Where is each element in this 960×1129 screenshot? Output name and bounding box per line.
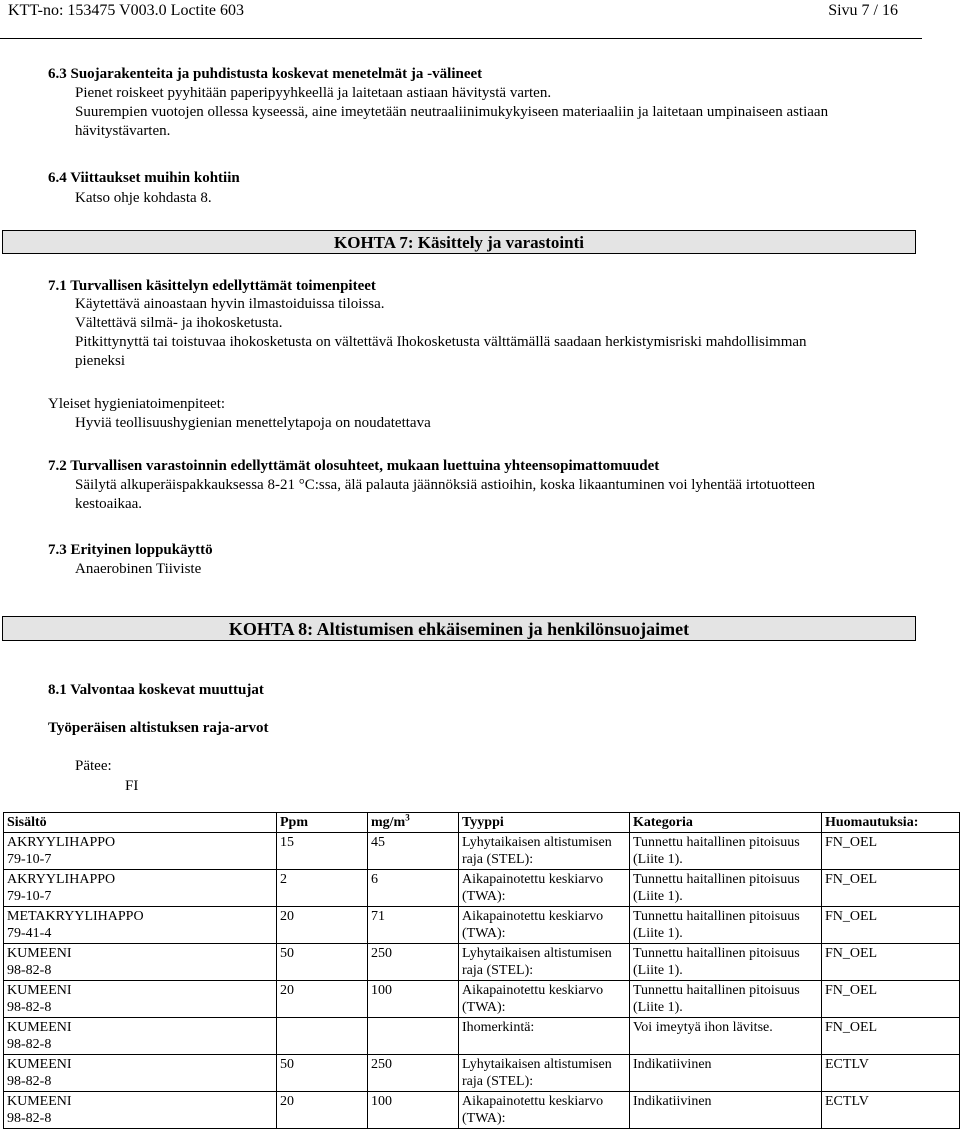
category-cell [630,870,822,907]
category-cell-line: Tunnettu haitallinen pitoisuus [633,909,800,924]
section-6-4-title: 6.4 Viittaukset muihin kohtiin [48,170,240,186]
type-cell-line: Lyhytaikaisen altistumisen [462,946,612,961]
type-cell [459,981,630,1018]
col-header-ppm: Ppm [277,813,368,833]
table-header-row [4,813,960,833]
remark-cell [822,870,960,907]
type-cell-line: Aikapainotettu keskiarvo [462,909,604,924]
ppm-cell-line: 50 [280,946,294,961]
section-8-heading [2,616,916,641]
col-header-mg [368,813,459,833]
hygiene-label: Yleiset hygieniatoimenpiteet: [48,396,226,412]
category-cell-line [633,1036,818,1053]
section-7-3-title: 7.3 Erityinen loppukäyttö [48,542,213,558]
section-7-1-line: Käytettävä ainoastaan hyvin ilmastoiduissa tiloissa. [75,296,385,312]
col-header-category: Kategoria [630,813,822,833]
remark-cell [822,981,960,1018]
category-cell-line [633,1073,818,1090]
oel-subtitle: Työperäisen altistuksen raja-arvot [48,720,269,736]
type-cell-line: Aikapainotettu keskiarvo [462,872,604,887]
col-header-type: Tyyppi [459,813,630,833]
section-6-3-line: Suurempien vuotojen ollessa kyseessä, aine imeytetään neutraaliinimukykyiseen materiaaliin ja laitetaan umpinaiseen astiaan [75,104,829,120]
ppm-cell-line: 20 [280,983,294,998]
section-8-title: KOHTA 8: Altistumisen ehkäiseminen ja henkilönsuojaimet [228,619,690,639]
type-cell-line: (TWA): [462,926,506,941]
type-cell-line: Lyhytaikaisen altistumisen [462,1057,612,1072]
substance-cell [4,944,277,981]
mg-cell-line: 45 [371,835,385,850]
section-7-1-line: Vältettävä silmä- ja ihokosketusta. [75,315,283,331]
mg-cell-line: 6 [371,872,378,887]
ppm-cell [277,1055,368,1092]
category-cell-line: (Liite 1). [633,926,683,941]
substance-cell-line: 98-82-8 [7,1000,52,1015]
substance-cell-line: AKRYYLIHAPPO [7,872,116,887]
table-row [4,1018,960,1055]
category-cell-line: Indikatiivinen [633,1057,712,1072]
remark-cell [822,833,960,870]
type-cell-line: (TWA): [462,1111,506,1126]
category-cell-line [633,1110,818,1127]
mg-cell-line: 250 [371,1057,392,1072]
category-cell-line: Tunnettu haitallinen pitoisuus [633,872,800,887]
substance-cell [4,981,277,1018]
ppm-cell [277,833,368,870]
type-cell [459,907,630,944]
page-number: Sivu 7 / 16 [828,2,898,19]
ppm-cell-line [280,1019,364,1036]
col-header-remarks: Huomautuksia: [822,813,960,833]
substance-cell-line: 98-82-8 [7,963,52,978]
mg-cell-line: 100 [371,1094,392,1109]
substance-cell-line: KUMEENI [7,1020,72,1035]
category-cell-line: Tunnettu haitallinen pitoisuus [633,835,800,850]
substance-cell-line: 98-82-8 [7,1074,52,1089]
table-row [4,981,960,1018]
type-cell-line: (TWA): [462,1000,506,1015]
substance-cell-line: 98-82-8 [7,1037,52,1052]
mg-cell [368,907,459,944]
type-cell [459,833,630,870]
remark-cell-line: FN_OEL [825,872,878,887]
substance-cell-line: KUMEENI [7,946,72,961]
substance-cell-line: 79-41-4 [7,926,52,941]
substance-cell-line: KUMEENI [7,1057,72,1072]
table-row [4,870,960,907]
substance-cell-line: 98-82-8 [7,1111,52,1126]
type-cell-line: Ihomerkintä: [462,1020,535,1035]
ppm-cell [277,944,368,981]
header-divider [0,38,922,39]
section-7-2-line: Säilytä alkuperäispakkauksessa 8-21 °C:ssa, älä palauta jäännöksiä astioihin, koska likaantuminen voi lyhentää irtotuotteen [75,477,815,493]
ppm-cell [277,907,368,944]
section-6-4-text: Katso ohje kohdasta 8. [75,190,212,206]
section-7-2-line: kestoaikaa. [75,496,143,512]
ppm-cell-line: 20 [280,909,294,924]
section-7-1-line: pieneksi [75,353,125,369]
type-cell-line: raja (STEL): [462,963,534,978]
category-cell [630,944,822,981]
section-7-1-title: 7.1 Turvallisen käsittelyn edellyttämät toimenpiteet [48,278,376,294]
mg-cell [368,1055,459,1092]
table-row [4,833,960,870]
mg-cell [368,1018,459,1055]
type-cell [459,944,630,981]
substance-cell-line: KUMEENI [7,983,72,998]
page-header [0,0,960,30]
mg-cell-line: 71 [371,909,385,924]
category-cell-line: (Liite 1). [633,1000,683,1015]
mg-cell [368,833,459,870]
applies-label: Pätee: [75,758,112,774]
ppm-cell [277,870,368,907]
type-cell [459,1055,630,1092]
remark-cell-line: ECTLV [825,1094,869,1109]
section-7-1-line: Pitkittynyttä tai toistuvaa ihokosketusta on vältettävä Ihokosketusta välttämällä saadaan herkistymisriski mahdollisimman [75,334,807,350]
ppm-cell-line: 15 [280,835,294,850]
substance-cell-line: AKRYYLIHAPPO [7,835,116,850]
remark-cell-line: FN_OEL [825,983,878,998]
table-row [4,907,960,944]
type-cell [459,1018,630,1055]
section-7-2-title: 7.2 Turvallisen varastoinnin edellyttämät olosuhteet, mukaan luettuina yhteensopimattomuudet [48,458,660,474]
remark-cell-line: ECTLV [825,1057,869,1072]
section-6-3-line: hävitystävarten. [75,123,171,139]
category-cell [630,981,822,1018]
category-cell [630,1055,822,1092]
section-7-3-text: Anaerobinen Tiiviste [75,561,202,577]
type-cell-line: raja (STEL): [462,852,534,867]
remark-cell-line: FN_OEL [825,1020,878,1035]
substance-cell [4,1055,277,1092]
substance-cell-line: 79-10-7 [7,852,52,867]
ppm-cell [277,981,368,1018]
section-6-3-line: Pienet roiskeet pyyhitään paperipyyhkeellä ja laitetaan astiaan hävitystä varten. [75,85,552,101]
substance-cell [4,907,277,944]
category-cell [630,1018,822,1055]
category-cell [630,833,822,870]
remark-cell-line: FN_OEL [825,835,878,850]
mg-cell-line: 100 [371,983,392,998]
type-cell [459,870,630,907]
type-cell-line: raja (STEL): [462,1074,534,1089]
section-8-1-title: 8.1 Valvontaa koskevat muuttujat [48,682,264,698]
ppm-cell [277,1018,368,1055]
category-cell [630,907,822,944]
hygiene-text: Hyviä teollisuushygienian menettelytapoja on noudatettava [75,415,431,431]
col-header-mg-label: mg/m [371,815,406,830]
mg-cell [368,981,459,1018]
applies-value: FI [125,778,139,794]
section-7-title: KOHTA 7: Käsittely ja varastointi [334,233,584,252]
section-6-3-title: 6.3 Suojarakenteita ja puhdistusta koskevat menetelmät ja -välineet [48,66,483,82]
ppm-cell-line: 2 [280,872,287,887]
ppm-cell-line: 50 [280,1057,294,1072]
substance-cell-line: 79-10-7 [7,889,52,904]
category-cell-line: Tunnettu haitallinen pitoisuus [633,946,800,961]
remark-cell [822,907,960,944]
category-cell-line: (Liite 1). [633,852,683,867]
substance-cell-line: METAKRYYLIHAPPO [7,909,144,924]
remark-cell [822,1055,960,1092]
category-cell-line: (Liite 1). [633,889,683,904]
remark-cell-line: FN_OEL [825,909,878,924]
mg-cell-line: 250 [371,946,392,961]
category-cell-line: Voi imeytyä ihon lävitse. [633,1020,773,1035]
remark-cell-line: FN_OEL [825,946,878,961]
col-header-mg-sup: 3 [405,812,410,823]
document-id: KTT-no: 153475 V003.0 Loctite 603 [8,2,244,19]
type-cell-line: Aikapainotettu keskiarvo [462,1094,604,1109]
section-7-heading [2,230,916,254]
mg-cell [368,944,459,981]
table-row [4,1055,960,1092]
substance-cell [4,870,277,907]
substance-cell [4,1018,277,1055]
table-row [4,944,960,981]
type-cell-line [462,1036,626,1053]
remark-cell [822,1018,960,1055]
category-cell-line: (Liite 1). [633,963,683,978]
remark-cell [822,944,960,981]
oel-table [3,812,960,1129]
category-cell-line: Indikatiivinen [633,1094,712,1109]
mg-cell-line [371,1019,455,1036]
substance-cell [4,833,277,870]
category-cell-line: Tunnettu haitallinen pitoisuus [633,983,800,998]
mg-cell [368,870,459,907]
substance-cell-line: KUMEENI [7,1094,72,1109]
ppm-cell-line: 20 [280,1094,294,1109]
type-cell-line: Aikapainotettu keskiarvo [462,983,604,998]
col-header-substance: Sisältö [4,813,277,833]
type-cell-line: (TWA): [462,889,506,904]
type-cell-line: Lyhytaikaisen altistumisen [462,835,612,850]
